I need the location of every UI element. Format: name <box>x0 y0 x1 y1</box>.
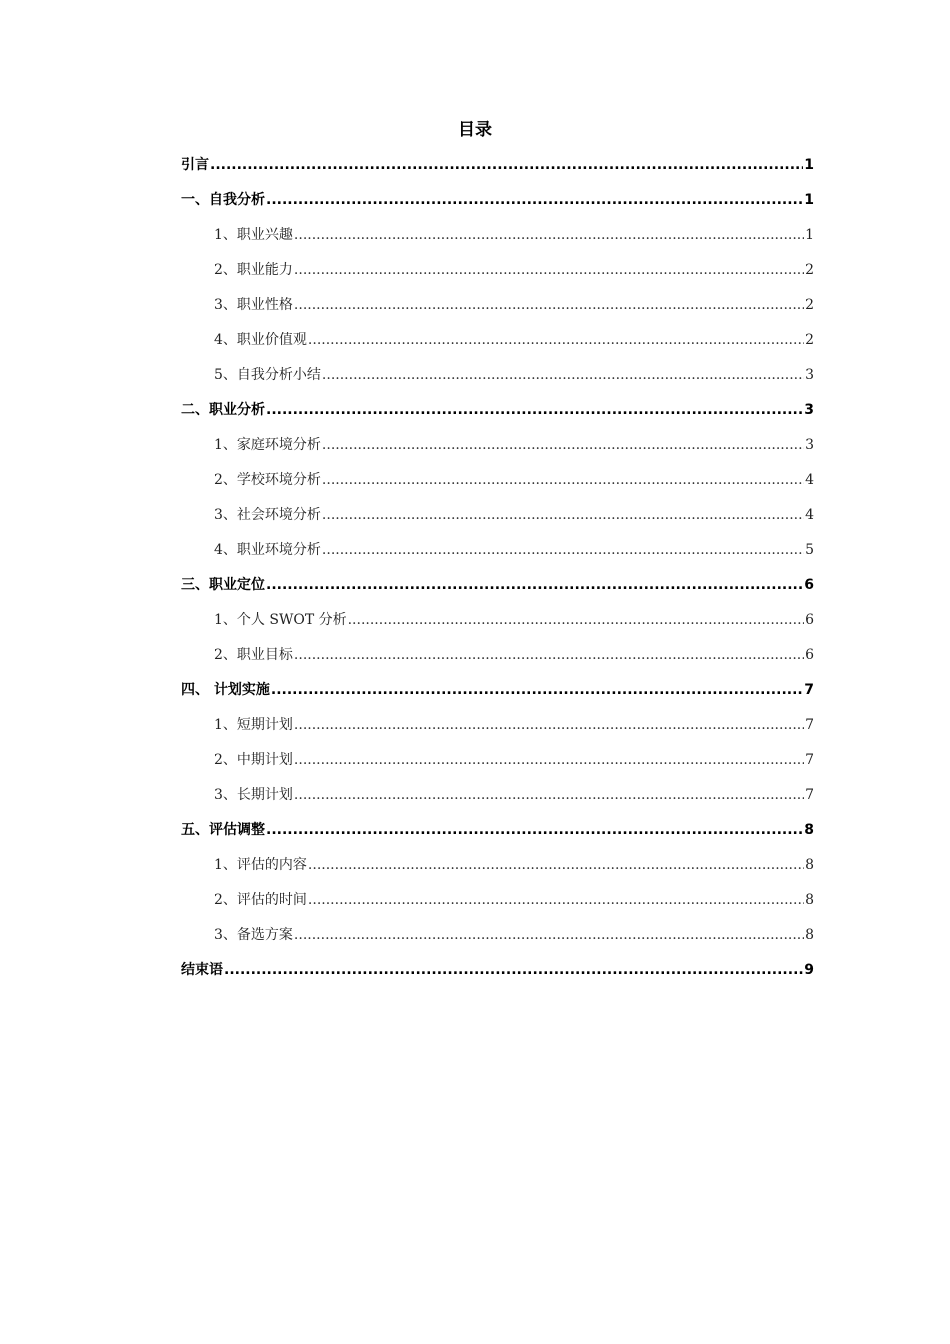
toc-entry-label: 2、职业能力 <box>214 262 293 278</box>
toc-page-number: 8 <box>805 857 814 873</box>
toc-page-number: 8 <box>805 892 814 908</box>
toc-dot-leader <box>308 883 804 918</box>
toc-entry-label: 结束语 <box>181 962 223 978</box>
toc-section-entry[interactable] <box>181 183 814 218</box>
toc-page-number: 9 <box>804 962 814 978</box>
toc-subsection-entry[interactable] <box>181 358 814 393</box>
toc-page-number: 6 <box>804 577 814 593</box>
toc-dot-leader <box>266 813 803 848</box>
toc-entry-label: 引言 <box>181 157 209 173</box>
toc-page-number: 3 <box>804 402 814 418</box>
toc-page-number: 6 <box>805 647 814 663</box>
toc-subsection-entry[interactable] <box>181 603 814 638</box>
toc-page-number: 7 <box>804 682 814 698</box>
toc-page-number: 1 <box>804 192 814 208</box>
toc-page-number: 8 <box>804 822 814 838</box>
toc-dot-leader <box>294 918 804 953</box>
toc-page-number: 7 <box>805 752 814 768</box>
toc-subsection-entry[interactable] <box>181 288 814 323</box>
toc-dot-leader <box>294 288 804 323</box>
toc-dot-leader <box>348 603 804 638</box>
toc-entry-label: 3、备选方案 <box>214 927 293 943</box>
toc-page-number: 2 <box>805 262 814 278</box>
toc-entry-label: 4、职业环境分析 <box>214 542 321 558</box>
toc-section-entry[interactable] <box>181 813 814 848</box>
toc-page-number: 1 <box>804 157 814 173</box>
toc-dot-leader <box>294 638 804 673</box>
toc-entry-label: 1、评估的内容 <box>214 857 307 873</box>
toc-dot-leader <box>308 323 804 358</box>
toc-dot-leader <box>294 778 804 813</box>
toc-subsection-entry[interactable] <box>181 463 814 498</box>
toc-dot-leader <box>322 358 804 393</box>
toc-dot-leader <box>266 183 803 218</box>
toc-entry-label: 5、自我分析小结 <box>214 367 321 383</box>
toc-entry-label: 1、职业兴趣 <box>214 227 293 243</box>
toc-dot-leader <box>294 708 804 743</box>
toc-entry-label: 2、学校环境分析 <box>214 472 321 488</box>
toc-entry-label: 3、职业性格 <box>214 297 293 313</box>
toc-entry-label: 三、职业定位 <box>181 577 265 593</box>
toc-dot-leader <box>294 253 804 288</box>
toc-subsection-entry[interactable] <box>181 778 814 813</box>
toc-subsection-entry[interactable] <box>181 498 814 533</box>
toc-dot-leader <box>322 428 804 463</box>
toc-entry-label: 2、职业目标 <box>214 647 293 663</box>
toc-dot-leader <box>294 743 804 778</box>
toc-dot-leader <box>322 463 804 498</box>
toc-page-number: 3 <box>805 437 814 453</box>
toc-entry-label: 3、长期计划 <box>214 787 293 803</box>
toc-entry-label: 4、职业价值观 <box>214 332 307 348</box>
toc-page-number: 3 <box>805 367 814 383</box>
toc-subsection-entry[interactable] <box>181 708 814 743</box>
toc-page-number: 2 <box>805 332 814 348</box>
toc-entry-label: 1、短期计划 <box>214 717 293 733</box>
toc-section-entry[interactable] <box>181 148 814 183</box>
toc-entry-label: 2、评估的时间 <box>214 892 307 908</box>
toc-page-number: 4 <box>805 507 814 523</box>
toc-dot-leader <box>294 218 804 253</box>
toc-dot-leader <box>266 393 803 428</box>
toc-subsection-entry[interactable] <box>181 848 814 883</box>
toc-page-number: 4 <box>805 472 814 488</box>
toc-subsection-entry[interactable] <box>181 638 814 673</box>
toc-subsection-entry[interactable] <box>181 918 814 953</box>
toc-dot-leader <box>322 498 804 533</box>
toc-subsection-entry[interactable] <box>181 428 814 463</box>
toc-dot-leader <box>308 848 804 883</box>
toc-section-entry[interactable] <box>181 393 814 428</box>
toc-page-number: 7 <box>805 717 814 733</box>
toc-page-number: 1 <box>805 227 814 243</box>
toc-subsection-entry[interactable] <box>181 883 814 918</box>
toc-subsection-entry[interactable] <box>181 323 814 358</box>
toc-subsection-entry[interactable] <box>181 743 814 778</box>
toc-entry-label: 一、自我分析 <box>181 192 265 208</box>
toc-entry-label: 1、个人 SWOT 分析 <box>214 612 347 628</box>
toc-page-number: 8 <box>805 927 814 943</box>
toc-entry-label: 2、中期计划 <box>214 752 293 768</box>
toc-section-entry[interactable] <box>181 673 814 708</box>
toc-title: 目录 <box>458 120 492 140</box>
toc-page-number: 6 <box>805 612 814 628</box>
toc-subsection-entry[interactable] <box>181 253 814 288</box>
toc-dot-leader <box>210 148 803 183</box>
toc-dot-leader <box>322 533 804 568</box>
toc-dot-leader <box>224 953 803 988</box>
toc-page-number: 7 <box>805 787 814 803</box>
toc-dot-leader <box>271 673 803 708</box>
toc-entry-label: 二、职业分析 <box>181 402 265 418</box>
toc-entry-label: 五、评估调整 <box>181 822 265 838</box>
toc-subsection-entry[interactable] <box>181 533 814 568</box>
toc-section-entry[interactable] <box>181 568 814 603</box>
table-of-contents <box>181 148 814 988</box>
toc-entry-label: 3、社会环境分析 <box>214 507 321 523</box>
toc-page-number: 5 <box>805 542 814 558</box>
toc-page-number: 2 <box>805 297 814 313</box>
toc-dot-leader <box>266 568 803 603</box>
toc-section-entry[interactable] <box>181 953 814 988</box>
toc-subsection-entry[interactable] <box>181 218 814 253</box>
toc-entry-label: 四、 计划实施 <box>181 682 270 698</box>
toc-entry-label: 1、家庭环境分析 <box>214 437 321 453</box>
